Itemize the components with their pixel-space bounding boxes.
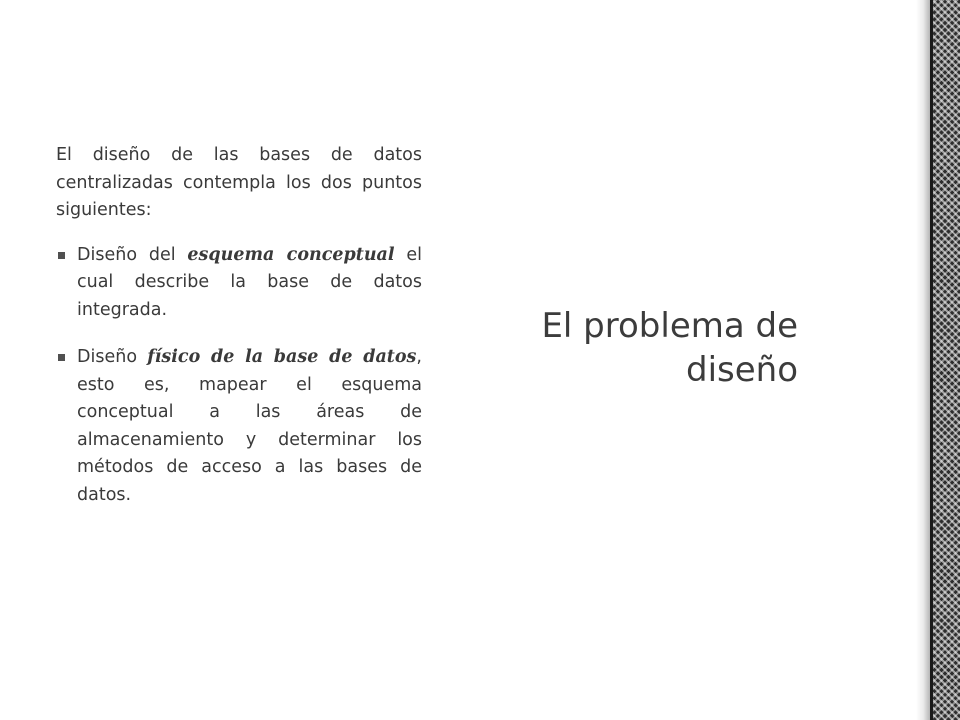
intro-paragraph: El diseño de las bases de datos centralizadas contempla los dos puntos siguientes:	[56, 145, 422, 220]
bullet-emphasis: esquema conceptual	[187, 244, 395, 265]
content-body	[56, 142, 422, 529]
slide-title: El problema de diseño	[541, 306, 798, 390]
bullet-emphasis: físico de la base de datos	[147, 347, 417, 367]
bullet-text-before: Diseño del	[77, 244, 188, 265]
decorative-border	[930, 0, 960, 720]
square-bullet-icon	[58, 252, 65, 259]
bullet-item-physical	[56, 344, 422, 509]
square-bullet-icon	[58, 354, 65, 361]
bullet-list	[56, 242, 422, 510]
bullet-text-before: Diseño	[77, 347, 148, 367]
bullet-text-after: el cual describe la base de datos integrada.	[77, 244, 422, 320]
bullet-text-after: , esto es, mapear el esquema conceptual a las áreas de almacenamiento y determinar los métodos de acceso a las bases de datos.	[77, 347, 422, 505]
bullet-item-conceptual	[56, 242, 422, 325]
